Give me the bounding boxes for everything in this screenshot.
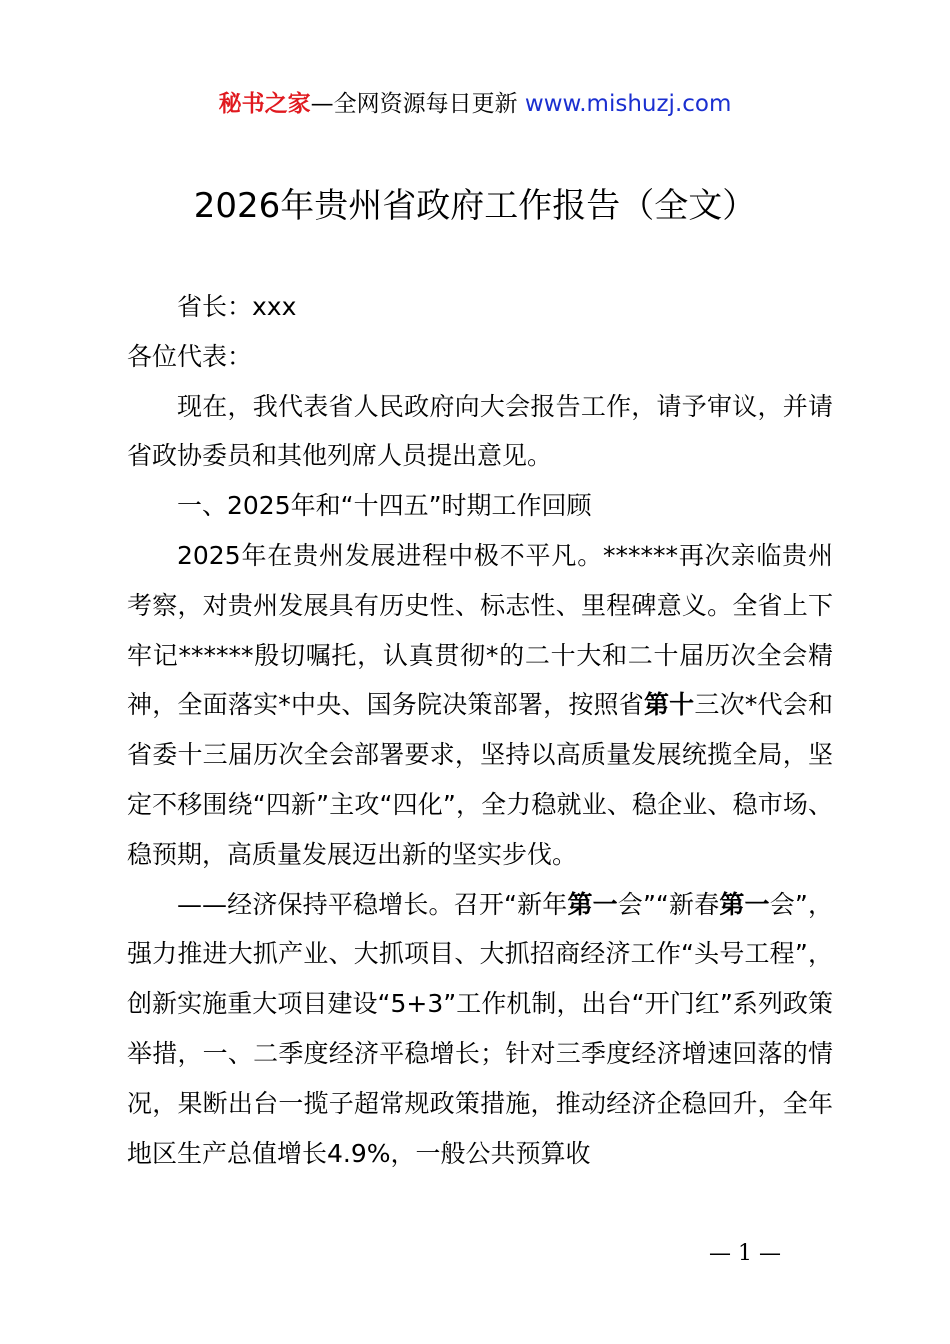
paragraph-text: 2025年在贵州发展进程中极不平凡。******再次亲临贵州考察，对贵州发展具有历史性、标志性、里程碑意义。全省上下牢记******殷切嘱托，认真贯彻*的二十大和二十届历次全会精神，全面落实*中央、国务院决策部署，按照省 bbox=[127, 540, 833, 720]
intro-paragraph: 现在，我代表省人民政府向大会报告工作，请予审议，并请省政协委员和其他列席人员提出意见。 bbox=[127, 391, 833, 471]
page-number: — 1 — bbox=[709, 1241, 781, 1266]
site-header bbox=[0, 88, 950, 120]
bold-text: 第十 bbox=[643, 690, 695, 720]
paragraph-text: 三次*代会和省委十三届历次全会部署要求，坚持以高质量发展统揽全局，坚定不移围绕“四新”主攻“四化”，全力稳就业、稳企业、稳市场、稳预期，高质量发展迈出新的坚实步伐。 bbox=[127, 690, 833, 869]
document-title: 2026年贵州省政府工作报告（全文） bbox=[193, 186, 757, 226]
salutation: 各位代表： bbox=[127, 341, 253, 371]
brand-name: 秘书之家 bbox=[218, 91, 311, 117]
document-body bbox=[127, 282, 833, 1178]
bold-text: 第一 bbox=[567, 889, 618, 919]
author-line: 省长：xxx bbox=[177, 292, 297, 321]
section-heading: 一、2025年和“十四五”时期工作回顾 bbox=[177, 491, 592, 521]
paragraph-text: ——经济保持平稳增长。召开“新年 bbox=[177, 889, 568, 919]
site-url-link[interactable]: www.mishuzj.com bbox=[524, 91, 732, 117]
paragraph bbox=[127, 531, 833, 880]
bold-text: 第一 bbox=[719, 889, 770, 919]
header-slogan: —全网资源每日更新 bbox=[310, 91, 525, 117]
paragraph-text: 会”“新春 bbox=[617, 889, 720, 919]
paragraph-text: 会”，强力推进大抓产业、大抓项目、大抓招商经济工作“头号工程”，创新实施重大项目建设“5+3”工作机制，出台“开门红”系列政策举措，一、二季度经济平稳增长；针对三季度经济增速回落的情况，果断出台一揽子超常规政策措施，推动经济企稳回升，全年地区生产总值增长4.9%，一般公共预算收 bbox=[127, 889, 834, 1168]
paragraph bbox=[127, 880, 833, 1179]
